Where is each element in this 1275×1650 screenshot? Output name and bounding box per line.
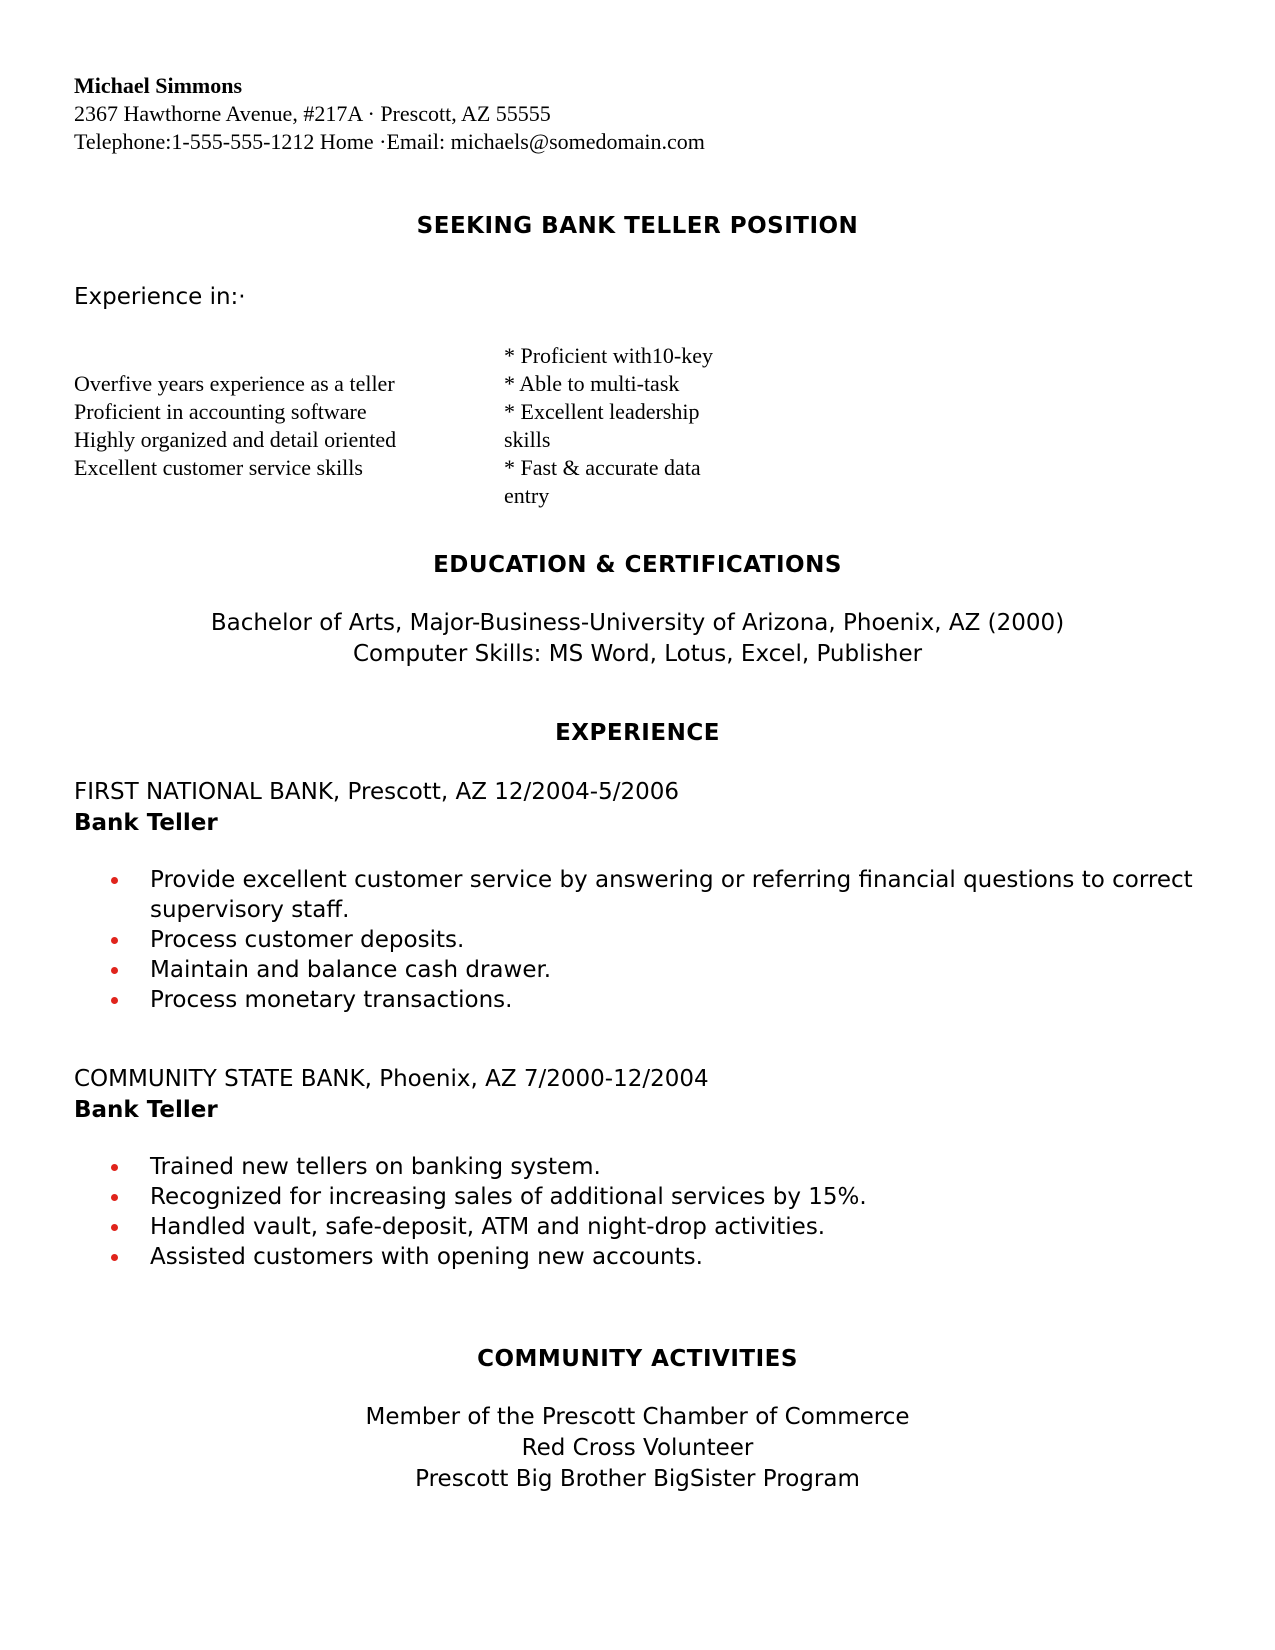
bullet-icon (111, 967, 118, 974)
community-item: Member of the Prescott Chamber of Commerce (365, 1404, 910, 1430)
skill-item: Overfive years experience as a teller (74, 371, 395, 396)
duty-text: Provide excellent customer service by answering or referring financial questions to correct supervisory staff. (150, 867, 1193, 923)
list-item (74, 1152, 1204, 1182)
duty-text: Handled vault, safe-deposit, ATM and night-drop activities. (150, 1214, 826, 1240)
community-item: Prescott Big Brother BigSister Program (415, 1466, 860, 1492)
bullet-icon (111, 1194, 118, 1201)
job-role: Bank Teller (74, 1097, 218, 1123)
job-role: Bank Teller (74, 810, 218, 836)
list-item (74, 865, 1204, 925)
education-degree: Bachelor of Arts, Major-Business-University of Arizona, Phoenix, AZ (2000) (210, 610, 1065, 636)
job-duties-list (74, 865, 1204, 1015)
duty-text: Assisted customers with opening new accounts. (150, 1244, 703, 1270)
community-list (0, 1402, 1275, 1495)
skill-item: Proficient in accounting software (74, 399, 367, 424)
applicant-address: 2367 Hawthorne Avenue, #217A · Prescott, AZ 55555 (74, 101, 551, 126)
applicant-name: Michael Simmons (74, 73, 243, 98)
list-item (74, 985, 1204, 1015)
job-entry (74, 1064, 1204, 1272)
objective-heading: SEEKING BANK TELLER POSITION (416, 213, 859, 239)
experience-heading: EXPERIENCE (555, 720, 720, 746)
skill-item: Highly organized and detail oriented (74, 427, 397, 452)
skill-item: * Excellent leadership skills (504, 399, 700, 452)
skill-item: * Fast & accurate data entry (504, 455, 701, 508)
list-item (74, 925, 1204, 955)
experience-in-label: Experience in:· (74, 284, 246, 310)
skill-item: * Able to multi-task (504, 371, 680, 396)
duty-text: Trained new tellers on banking system. (150, 1154, 601, 1180)
job-entry (74, 777, 1204, 1015)
community-item: Red Cross Volunteer (521, 1435, 754, 1461)
list-item (74, 1212, 1204, 1242)
skills-right-column (504, 342, 734, 510)
duty-text: Maintain and balance cash drawer. (150, 957, 552, 983)
bullet-icon (111, 877, 118, 884)
community-heading: COMMUNITY ACTIVITIES (477, 1346, 798, 1372)
list-item (74, 1182, 1204, 1212)
duty-text: Recognized for increasing sales of additional services by 15%. (150, 1184, 867, 1210)
bullet-icon (111, 1254, 118, 1261)
bullet-icon (111, 937, 118, 944)
bullet-icon (111, 997, 118, 1004)
job-company: FIRST NATIONAL BANK, Prescott, AZ 12/2004-5/2006 (74, 779, 680, 805)
computer-skills: Computer Skills: MS Word, Lotus, Excel, Publisher (352, 641, 923, 667)
skills-left-column (74, 370, 474, 482)
duty-text: Process customer deposits. (150, 927, 465, 953)
resume-header (74, 72, 705, 156)
education-details (0, 608, 1275, 670)
job-duties-list (74, 1152, 1204, 1272)
list-item (74, 955, 1204, 985)
bullet-icon (111, 1164, 118, 1171)
job-company: COMMUNITY STATE BANK, Phoenix, AZ 7/2000-12/2004 (74, 1066, 709, 1092)
bullet-icon (111, 1224, 118, 1231)
list-item (74, 1242, 1204, 1272)
applicant-contact: Telephone:1-555-555-1212 Home ·Email: michaels@somedomain.com (74, 129, 705, 154)
skill-item: Excellent customer service skills (74, 455, 363, 480)
skill-item: * Proficient with10-key (504, 343, 713, 368)
duty-text: Process monetary transactions. (150, 987, 513, 1013)
education-heading: EDUCATION & CERTIFICATIONS (433, 552, 842, 578)
